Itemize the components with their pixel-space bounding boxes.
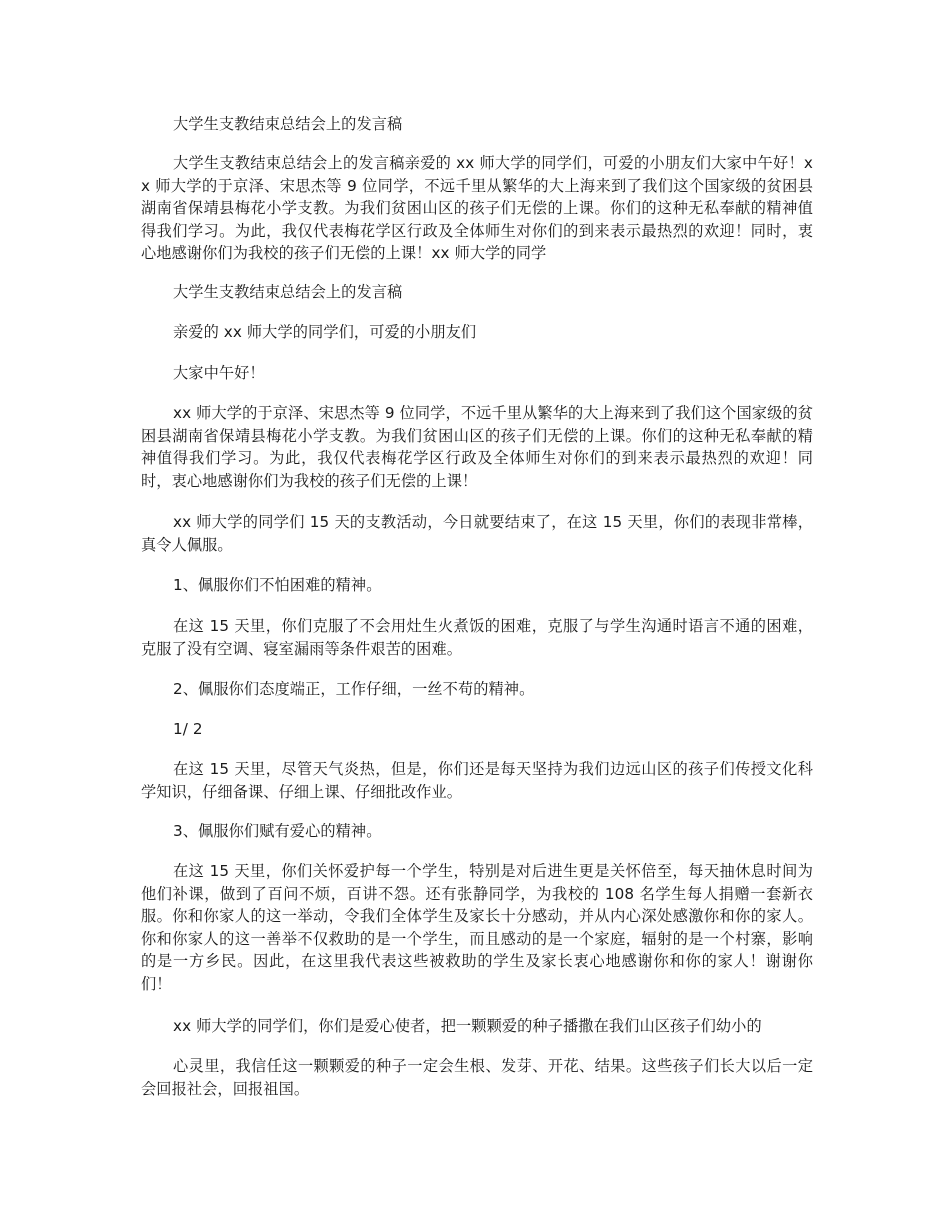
point-3-heading: 3、佩服你们赋有爱心的精神。 <box>173 822 382 840</box>
point-2-heading: 2、佩服你们态度端正，工作仔细，一丝不苟的精神。 <box>173 680 535 698</box>
point-1-heading: 1、佩服你们不怕困难的精神。 <box>173 576 382 594</box>
point-2-body: 在这 15 天里，尽管天气炎热，但是，你们还是每天坚持为我们边远山区的孩子们传授文化科学知识，仔细备课、仔细上课、仔细批改作业。 <box>141 760 813 801</box>
paragraph-intro-summary: 大学生支教结束总结会上的发言稿亲爱的 xx 师大学的同学们，可爱的小朋友们大家中午好！xx 师大学的于京泽、宋思杰等 9 位同学，不远千里从繁华的大上海来到了我们这个国家级的贫困县湖南省保靖县梅花小学支教。为我们贫困山区的孩子们无偿的上课。你们的这种无私奉献的精神值得我们学习。为此，我仅代表梅花学区行政及全体师生对你们的到来表示最热烈的欢迎！同时，衷心地感谢你们为我校的孩子们无偿的上课！xx 师大学的同学 <box>141 154 813 262</box>
paragraph-welcome: xx 师大学的于京泽、宋思杰等 9 位同学，不远千里从繁华的大上海来到了我们这个国家级的贫困县湖南省保靖县梅花小学支教。为我们贫困山区的孩子们无偿的上课。你们的这种无私奉献的精神值得我们学习。为此，我仅代表梅花学区行政及全体师生对你们的到来表示最热烈的欢迎！同时，衷心地感谢你们为我校的孩子们无偿的上课！ <box>141 404 813 490</box>
paragraph-love-messengers: xx 师大学的同学们，你们是爱心使者，把一颗颗爱的种子播撒在我们山区孩子们幼小的 <box>173 1017 762 1035</box>
greeting: 大家中午好！ <box>173 364 265 382</box>
page-number: 1/ 2 <box>173 720 203 738</box>
doc-subtitle: 大学生支教结束总结会上的发言稿 <box>173 283 403 301</box>
doc-title: 大学生支教结束总结会上的发言稿 <box>173 115 403 133</box>
paragraph-closing: 心灵里，我信任这一颗颗爱的种子一定会生根、发芽、开花、结果。这些孩子们长大以后一定会回报社会，回报祖国。 <box>141 1057 813 1098</box>
salutation: 亲爱的 xx 师大学的同学们，可爱的小朋友们 <box>173 323 477 341</box>
point-3-body: 在这 15 天里，你们关怀爱护每一个学生，特别是对后进生更是关怀倍至，每天抽休息时间为他们补课，做到了百问不烦，百讲不怨。还有张静同学，为我校的 108 名学生每人捐赠一套新衣服。你和你家人的这一举动，令我们全体学生及家长十分感动，并从内心深处感激你和你的家人。你和你家人的这一善举不仅救助的是一个学生，而且感动的是一个家庭，辐射的是一个村寨，影响的是一方乡民。因此，在这里我代表这些被救助的学生及家长衷心地感谢你和你的家人！谢谢你们！ <box>141 862 813 993</box>
point-1-body: 在这 15 天里，你们克服了不会用灶生火煮饭的困难，克服了与学生沟通时语言不通的困难，克服了没有空调、寝室漏雨等条件艰苦的困难。 <box>141 617 813 658</box>
paragraph-activity-end: xx 师大学的同学们 15 天的支教活动，今日就要结束了，在这 15 天里，你们的表现非常棒，真令人佩服。 <box>141 513 813 554</box>
